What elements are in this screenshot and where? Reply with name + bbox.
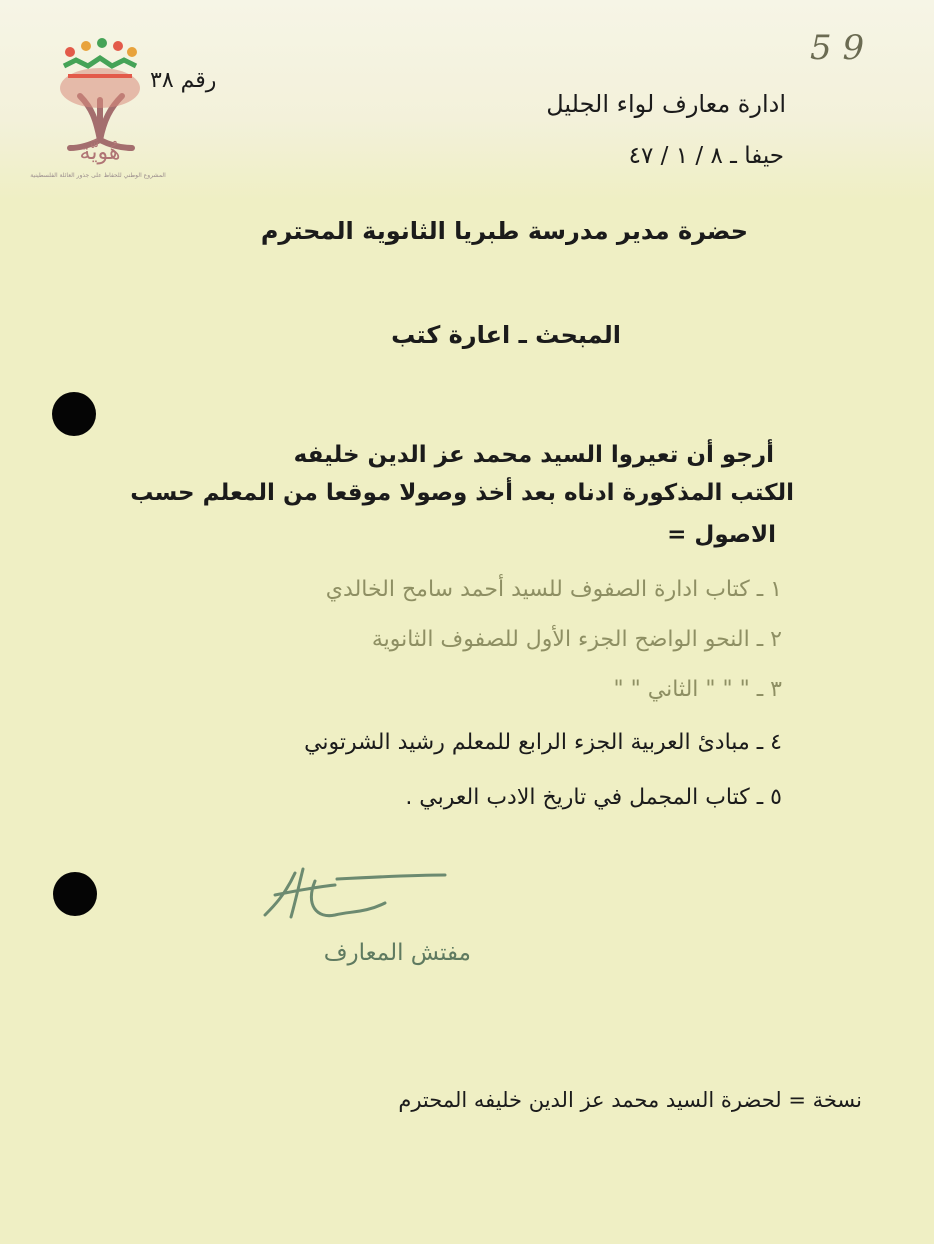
addressee: حضرة مدير مدرسة طبريا الثانوية المحترم: [260, 217, 748, 245]
copy-recipient-line: نسخة = لحضرة السيد محمد عز الدين خليفه المحترم: [398, 1088, 862, 1112]
binder-hole: [52, 392, 96, 436]
page-number: 5 9: [810, 28, 865, 68]
logo-wordmark: هُويَّة: [79, 140, 121, 165]
book-list-item: ٥ ـ كتاب المجمل في تاريخ الادب العربي .: [405, 785, 782, 810]
handwritten-signature: [255, 855, 455, 935]
book-list-item: ٢ ـ النحو الواضح الجزء الأول للصفوف الثانوية: [371, 627, 782, 652]
body-line: الاصول =: [667, 522, 776, 548]
logo-tree: [60, 38, 140, 148]
place-date: حيفا ـ ٨ / ١ / ٤٧: [628, 143, 784, 169]
book-list-item: ١ ـ كتاب ادارة الصفوف للسيد أحمد سامح الخالدي: [325, 577, 782, 602]
office-header: ادارة معارف لواء الجليل: [546, 90, 786, 118]
reference-number: رقم ٣٨: [150, 68, 217, 93]
book-list-item: ٤ ـ مبادئ العربية الجزء الرابع للمعلم رشيد الشرتوني: [304, 730, 782, 755]
book-list-item: ٣ ـ " " " الثاني " ": [613, 677, 782, 702]
logo-subtitle: المشروع الوطني للحفاظ على جذور العائلة الفلسطينية: [30, 172, 166, 179]
body-line: الكتب المذكورة ادناه بعد أخذ وصولا موقعا من المعلم حسب: [130, 480, 794, 506]
subject-line: المبحث ـ اعارة كتب: [391, 321, 621, 349]
binder-hole: [53, 872, 97, 916]
signer-title: مفتش المعارف: [323, 940, 471, 966]
body-line: أرجو أن تعيروا السيد محمد عز الدين خليفه: [293, 442, 774, 468]
